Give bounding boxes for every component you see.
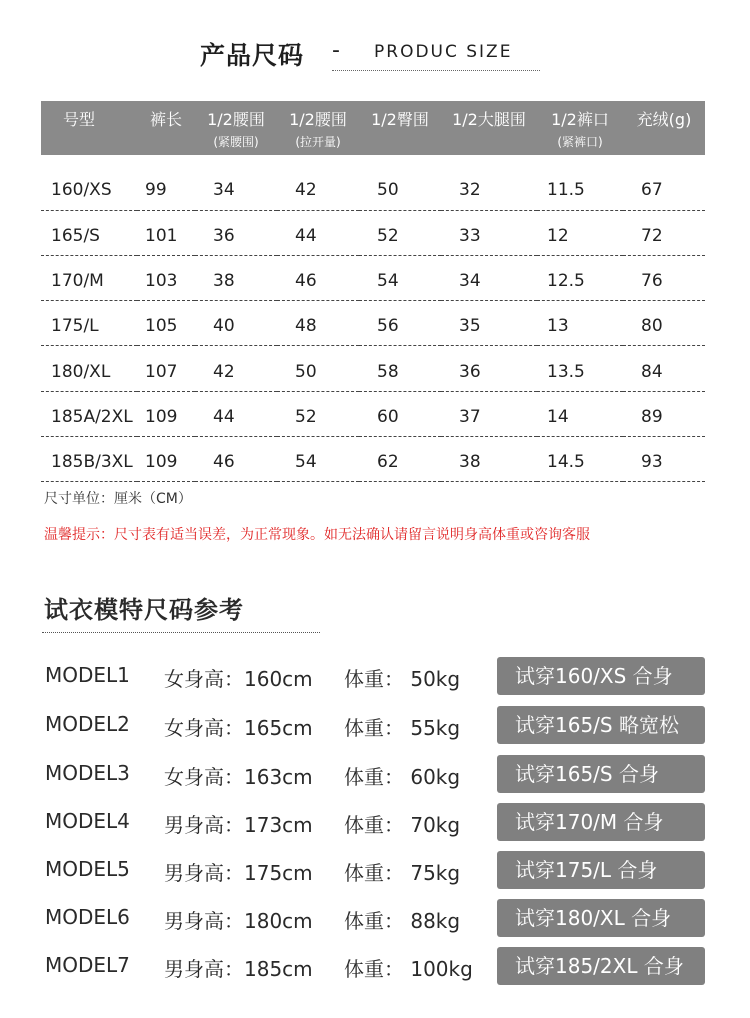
col-header: 1/2裤口 (紧裤口) bbox=[537, 101, 623, 155]
table-cell: 40 bbox=[213, 316, 235, 337]
table-cell: 93 bbox=[641, 452, 663, 473]
model-fit-badge: 试穿165/S 合身 bbox=[497, 755, 705, 793]
table-cell: 105 bbox=[145, 316, 178, 337]
table-cell: 34 bbox=[459, 270, 481, 291]
model-weight: 体重： 60kg bbox=[344, 765, 461, 789]
model-height: 女身高：165cm bbox=[164, 716, 313, 740]
model-height: 男身高：185cm bbox=[164, 957, 313, 981]
table-cell: 76 bbox=[641, 270, 663, 291]
table-cell: 180/XL bbox=[51, 361, 111, 382]
model-fit-badge: 试穿170/M 合身 bbox=[497, 803, 705, 841]
table-cell: 14 bbox=[547, 406, 569, 427]
table-cell: 89 bbox=[641, 406, 663, 427]
model-row bbox=[0, 851, 750, 889]
table-cell: 107 bbox=[145, 361, 178, 382]
table-cell: 103 bbox=[145, 270, 178, 291]
model-row bbox=[0, 755, 750, 793]
table-cell: 160/XS bbox=[51, 180, 112, 201]
table-cell: 13.5 bbox=[547, 361, 585, 382]
table-cell: 67 bbox=[641, 180, 663, 201]
model-weight: 体重： 88kg bbox=[344, 909, 461, 933]
table-cell: 38 bbox=[213, 270, 235, 291]
title-en: PRODUC SIZE bbox=[374, 42, 513, 62]
table-cell: 56 bbox=[377, 316, 399, 337]
table-cell: 80 bbox=[641, 316, 663, 337]
model-name: MODEL1 bbox=[45, 663, 130, 687]
col-header: 号型 bbox=[63, 110, 96, 129]
table-header-row bbox=[41, 101, 705, 155]
model-row bbox=[0, 947, 750, 985]
table-cell: 109 bbox=[145, 452, 178, 473]
col-header: 1/2臀围 bbox=[371, 110, 429, 129]
table-cell: 165/S bbox=[51, 225, 100, 246]
model-weight: 体重： 55kg bbox=[344, 716, 461, 740]
table-row bbox=[41, 210, 705, 255]
model-row bbox=[0, 706, 750, 744]
model-name: MODEL2 bbox=[45, 712, 130, 736]
page-header bbox=[0, 36, 750, 76]
table-cell: 175/L bbox=[51, 316, 99, 337]
model-height: 男身高：173cm bbox=[164, 813, 313, 837]
table-cell: 36 bbox=[459, 361, 481, 382]
table-cell: 36 bbox=[213, 225, 235, 246]
model-height: 男身高：180cm bbox=[164, 909, 313, 933]
table-cell: 33 bbox=[459, 225, 481, 246]
table-cell: 60 bbox=[377, 406, 399, 427]
table-row bbox=[41, 346, 705, 391]
model-fit-badge: 试穿175/L 合身 bbox=[497, 851, 705, 889]
model-name: MODEL4 bbox=[45, 809, 130, 833]
table-cell: 52 bbox=[295, 406, 317, 427]
model-row bbox=[0, 657, 750, 695]
table-cell: 42 bbox=[295, 180, 317, 201]
table-cell: 44 bbox=[213, 406, 235, 427]
table-cell: 14.5 bbox=[547, 452, 585, 473]
model-height: 男身高：175cm bbox=[164, 861, 313, 885]
table-row bbox=[41, 436, 705, 481]
warm-tip: 温馨提示：尺寸表有适当误差，为正常现象。如无法确认请留言说明身高体重或咨询客服 bbox=[44, 527, 590, 543]
table-row bbox=[41, 255, 705, 300]
title-dash: - bbox=[332, 38, 340, 63]
table-cell: 50 bbox=[295, 361, 317, 382]
model-name: MODEL5 bbox=[45, 857, 130, 881]
model-height: 女身高：160cm bbox=[164, 667, 313, 691]
model-fit-badge: 试穿180/XL 合身 bbox=[497, 899, 705, 937]
table-cell: 12.5 bbox=[547, 270, 585, 291]
model-height: 女身高：163cm bbox=[164, 765, 313, 789]
models-section-title: 试衣模特尺码参考 bbox=[44, 596, 244, 624]
table-cell: 13 bbox=[547, 316, 569, 337]
table-cell: 185B/3XL bbox=[51, 452, 133, 473]
size-table bbox=[41, 101, 705, 482]
table-cell: 12 bbox=[547, 225, 569, 246]
unit-note: 尺寸单位：厘米（CM） bbox=[44, 491, 192, 507]
table-cell: 58 bbox=[377, 361, 399, 382]
table-cell: 72 bbox=[641, 225, 663, 246]
table-cell: 38 bbox=[459, 452, 481, 473]
table-row bbox=[41, 155, 705, 210]
model-name: MODEL6 bbox=[45, 905, 130, 929]
table-cell: 54 bbox=[377, 270, 399, 291]
table-cell: 32 bbox=[459, 180, 481, 201]
models-title-underline bbox=[42, 632, 320, 633]
table-row bbox=[41, 301, 705, 346]
table-cell: 48 bbox=[295, 316, 317, 337]
model-fit-badge: 试穿165/S 略宽松 bbox=[497, 706, 705, 744]
table-cell: 11.5 bbox=[547, 180, 585, 201]
table-cell: 99 bbox=[145, 180, 167, 201]
col-subheader: (紧腰围) bbox=[213, 135, 259, 149]
col-header: 1/2腰围 (紧腰围) bbox=[195, 101, 277, 155]
col-header: 1/2大腿围 bbox=[452, 110, 526, 129]
model-fit-badge: 试穿160/XS 合身 bbox=[497, 657, 705, 695]
model-fit-badge: 试穿185/2XL 合身 bbox=[497, 947, 705, 985]
col-header: 充绒(g) bbox=[636, 110, 692, 129]
model-weight: 体重： 100kg bbox=[344, 957, 473, 981]
table-cell: 50 bbox=[377, 180, 399, 201]
table-row bbox=[41, 391, 705, 436]
model-row bbox=[0, 899, 750, 937]
model-weight: 体重： 50kg bbox=[344, 667, 461, 691]
table-cell: 185A/2XL bbox=[51, 406, 133, 427]
col-subheader: (拉开量) bbox=[295, 135, 341, 149]
table-cell: 35 bbox=[459, 316, 481, 337]
table-cell: 84 bbox=[641, 361, 663, 382]
table-cell: 42 bbox=[213, 361, 235, 382]
table-cell: 52 bbox=[377, 225, 399, 246]
model-name: MODEL7 bbox=[45, 953, 130, 977]
model-weight: 体重： 70kg bbox=[344, 813, 461, 837]
table-cell: 101 bbox=[145, 225, 178, 246]
table-cell: 46 bbox=[295, 270, 317, 291]
table-cell: 170/M bbox=[51, 270, 104, 291]
table-cell: 46 bbox=[213, 452, 235, 473]
model-row bbox=[0, 803, 750, 841]
col-header: 裤长 bbox=[149, 110, 182, 129]
table-cell: 34 bbox=[213, 180, 235, 201]
table-cell: 54 bbox=[295, 452, 317, 473]
col-subheader: (紧裤口) bbox=[557, 135, 603, 149]
table-cell: 109 bbox=[145, 406, 178, 427]
table-cell: 44 bbox=[295, 225, 317, 246]
model-weight: 体重： 75kg bbox=[344, 861, 461, 885]
table-cell: 37 bbox=[459, 406, 481, 427]
col-header: 1/2腰围 (拉开量) bbox=[277, 101, 359, 155]
model-name: MODEL3 bbox=[45, 761, 130, 785]
title-cn: 产品尺码 bbox=[200, 41, 305, 70]
title-underline bbox=[332, 70, 540, 71]
table-cell: 62 bbox=[377, 452, 399, 473]
